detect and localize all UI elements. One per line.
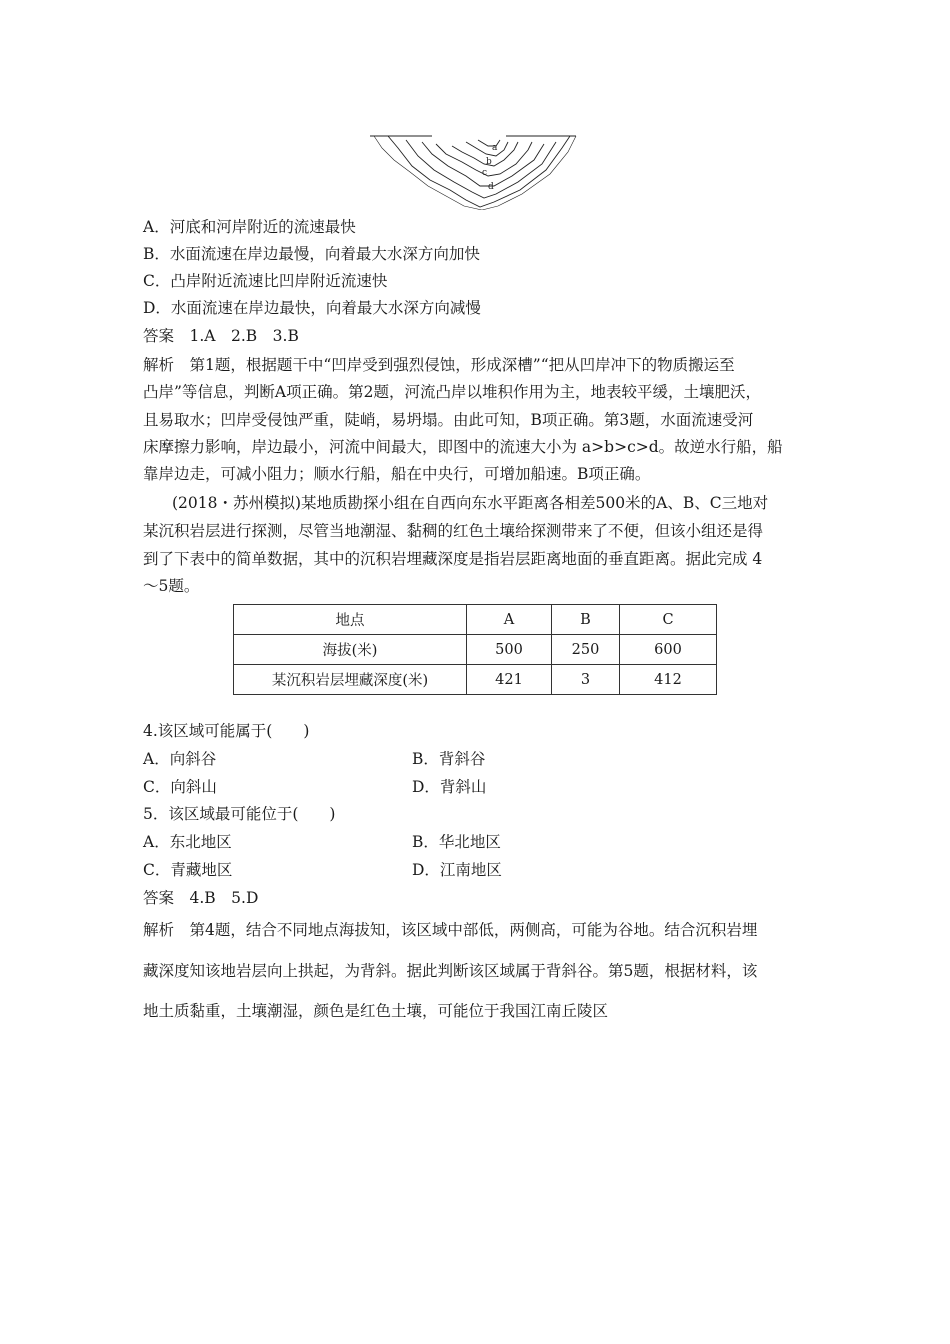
q3-option-a: A．河底和河岸附近的流速最快 <box>143 218 356 236</box>
q4-option-d: D．背斜山 <box>412 778 487 796</box>
answer-4-5: 答案 4.B 5.D <box>143 889 259 907</box>
table-cell: 421 <box>467 665 552 695</box>
table-cell: 412 <box>620 665 717 695</box>
analysis-1-line-4: 床摩擦力影响，岸边最小，河流中间最大，即图中的流速大小为 a>b>c>d。故逆水行船，船 <box>143 438 783 456</box>
q4-option-b: B．背斜谷 <box>412 750 486 768</box>
q3-option-c: C．凸岸附近流速比凹岸附近流速快 <box>143 272 388 290</box>
table-header-row <box>234 605 717 635</box>
analysis-2-line-2: 藏深度知该地岩层向上拱起，为背斜。据此判断该区域属于背斜谷。第5题，根据材料，该 <box>143 962 758 980</box>
q3-option-b: B．水面流速在岸边最慢，向着最大水深方向加快 <box>143 245 480 263</box>
intro-line-3: 到了下表中的简单数据，其中的沉积岩埋藏深度是指岩层距离地面的垂直距离。据此完成 4 <box>143 550 763 568</box>
q5-option-d: D．江南地区 <box>412 861 502 879</box>
river-cross-section-figure <box>370 128 580 210</box>
q3-option-d: D．水面流速在岸边最快，向着最大水深方向减慢 <box>143 299 481 317</box>
table-header-cell: A <box>467 605 552 635</box>
analysis-1-line-3: 且易取水；凹岸受侵蚀严重，陡峭，易坍塌。由此可知，B项正确。第3题，水面流速受河 <box>143 411 754 429</box>
analysis-1-line-1: 解析 第1题，根据题干中“凹岸受到强烈侵蚀，形成深槽”“把从凹岸冲下的物质搬运至 <box>143 356 735 374</box>
table-cell: 海拔(米) <box>234 635 467 665</box>
table-row <box>234 635 717 665</box>
table-header-cell: 地点 <box>234 605 467 635</box>
label-a: a <box>492 143 498 153</box>
q5-stem: 5．该区域最可能位于( ) <box>143 805 336 823</box>
table-header-cell: C <box>620 605 717 635</box>
q4-stem: 4.该区域可能属于( ) <box>143 722 310 740</box>
q5-option-b: B．华北地区 <box>412 833 501 851</box>
intro-line-4: ～5题。 <box>143 577 200 595</box>
label-d: d <box>488 182 494 192</box>
analysis-1-line-5: 靠岸边走，可减小阻力；顺水行船，船在中央行，可增加船速。B项正确。 <box>143 465 651 483</box>
table-cell: 600 <box>620 635 717 665</box>
intro-line-1: (2018・苏州模拟)某地质勘探小组在自西向东水平距离各相差500米的A、B、C三地对 <box>172 494 769 512</box>
data-table <box>233 604 717 695</box>
q5-option-a: A．东北地区 <box>143 833 232 851</box>
label-b: b <box>486 157 492 167</box>
table-cell: 500 <box>467 635 552 665</box>
q5-option-c: C．青藏地区 <box>143 861 233 879</box>
analysis-2-line-3: 地土质黏重，土壤潮湿，颜色是红色土壤，可能位于我国江南丘陵区 <box>143 1002 609 1020</box>
answer-1-3: 答案 1.A 2.B 3.B <box>143 327 299 345</box>
analysis-1-line-2: 凸岸”等信息，判断A项正确。第2题，河流凸岸以堆积作用为主，地表较平缓，土壤肥沃， <box>143 383 761 401</box>
label-c: c <box>482 168 488 178</box>
q4-option-a: A．向斜谷 <box>143 750 217 768</box>
analysis-2-line-1: 解析 第4题，结合不同地点海拔知，该区域中部低，两侧高，可能为谷地。结合沉积岩埋 <box>143 921 758 939</box>
table-cell: 250 <box>552 635 620 665</box>
table-cell: 某沉积岩层埋藏深度(米) <box>234 665 467 695</box>
q4-option-c: C．向斜山 <box>143 778 217 796</box>
table-row <box>234 665 717 695</box>
table-header-cell: B <box>552 605 620 635</box>
table-cell: 3 <box>552 665 620 695</box>
intro-line-2: 某沉积岩层进行探测，尽管当地潮湿、黏稠的红色土壤给探测带来了不便，但该小组还是得 <box>143 522 764 540</box>
